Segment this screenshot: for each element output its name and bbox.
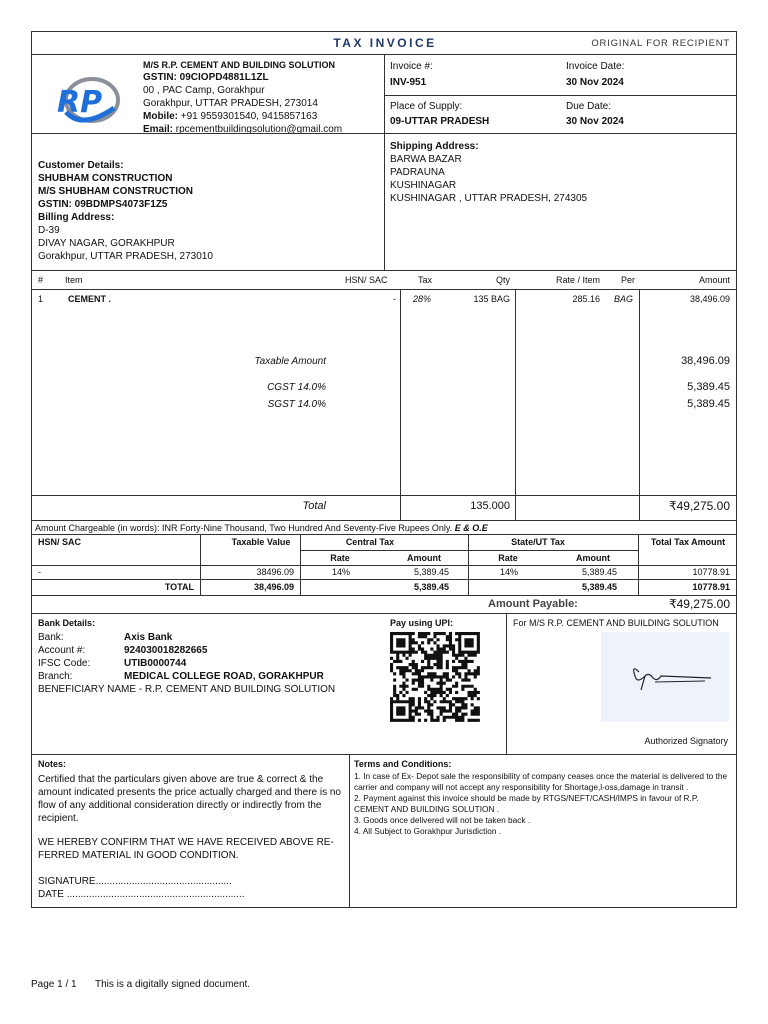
logo-text: RP	[57, 85, 103, 120]
notes-paragraph-2: WE HEREBY CONFIRM THAT WE HAVE RECEIVED ABOVE RE- FERRED MATERIAL IN GOOD CONDITION.	[38, 837, 334, 861]
shipping-line-1: BARWA BAZAR	[390, 154, 462, 165]
qr-code-icon	[390, 632, 486, 724]
item-qty: 135 BAG	[473, 294, 510, 304]
col-rate-header: Rate / Item	[555, 275, 600, 285]
notes-paragraph-1: Certified that the particulars given above are true & correct & the amount indicated presents the price actually charged and there is no flow of any additional consideration directly or indirectly from the recipient.	[38, 774, 341, 824]
billing-address-2: DIVAY NAGAR, GORAKHPUR	[38, 238, 175, 249]
terms-2: 2. Payment against this invoice should be made by RTGS/NEFT/CASH/IMPS in favour of R.P. CEMENT AND BUILDING SOLUTION .	[354, 793, 699, 814]
tax-central-amount-header: Amount	[407, 553, 441, 563]
terms-3: 3. Goods once delivered will not be taken back .	[354, 815, 531, 825]
billing-address-1: D-39	[38, 225, 60, 236]
sgst-amount: 5,389.45	[687, 398, 730, 410]
invoice-number-label: Invoice #:	[390, 61, 433, 72]
signature-for-label: For M/S R.P. CEMENT AND BUILDING SOLUTION	[513, 618, 719, 628]
terms-1: 1. In case of Ex- Depot sale the responsibility of company ceases once the material is delivered to the carrier and company will not accept any responsibility for Shortage,l-oss,damage in transit .	[354, 771, 728, 792]
digitally-signed-note: This is a digitally signed document.	[95, 979, 251, 990]
tax-total-state: 5,389.45	[581, 582, 617, 592]
col-per-header: Per	[621, 275, 636, 285]
ifsc-label: IFSC Code:	[38, 658, 91, 669]
signature-image	[601, 632, 729, 722]
total-amount: ₹49,275.00	[668, 499, 730, 513]
tax-taxable-header: Taxable Value	[231, 537, 291, 547]
place-of-supply-label: Place of Supply:	[390, 101, 463, 112]
branch-name: MEDICAL COLLEGE ROAD, GORAKHPUR	[124, 671, 324, 682]
col-hsn-header: HSN/ SAC	[345, 275, 388, 285]
bank-name-label: Bank:	[38, 632, 64, 643]
shipping-line-3: KUSHINAGAR	[390, 180, 457, 191]
tax-central-rate-header: Rate	[330, 553, 350, 563]
beneficiary-name: BENEFICIARY NAME - R.P. CEMENT AND BUILDING SOLUTION	[38, 684, 336, 695]
tax-total-amount: 10778.91	[692, 582, 730, 592]
seller-email: Email: rpcementbuildingsolution@gmail.com	[143, 124, 343, 135]
item-rate: 285.16	[572, 294, 600, 304]
sgst-label: SGST 14.0%	[267, 399, 326, 410]
amount-payable: ₹49,275.00	[668, 597, 730, 611]
shipping-details	[390, 140, 730, 205]
billing-address-3: Gorakhpur, UTTAR PRADESH, 273010	[38, 251, 213, 262]
account-label: Account #:	[38, 645, 86, 656]
taxable-amount-label: Taxable Amount	[254, 356, 326, 367]
customer-name-2: M/S SHUBHAM CONSTRUCTION	[38, 186, 193, 197]
cgst-amount: 5,389.45	[687, 381, 730, 393]
seller-name: M/S R.P. CEMENT AND BUILDING SOLUTION	[143, 60, 336, 70]
col-item-header: Item	[65, 275, 83, 285]
due-date-label: Due Date:	[566, 101, 612, 112]
cgst-label: CGST 14.0%	[267, 382, 326, 393]
invoice-title: TAX INVOICE	[333, 36, 437, 50]
col-qty-header: Qty	[495, 275, 510, 285]
bank-details	[38, 618, 398, 696]
tax-row-state-amount: 5,389.45	[581, 567, 617, 577]
col-no-header: #	[38, 275, 44, 285]
copy-label: ORIGINAL FOR RECIPIENT	[591, 38, 730, 49]
upi-qr-code	[390, 632, 486, 724]
total-label: Total	[302, 500, 326, 512]
tax-row-hsn: -	[38, 567, 41, 577]
tax-total-central: 5,389.45	[413, 582, 449, 592]
customer-gstin: GSTIN: 09BDMPS4073F1Z5	[38, 199, 168, 210]
col-tax-header: Tax	[418, 275, 433, 285]
account-number: 924030018282665	[124, 645, 208, 656]
invoice-date: 30 Nov 2024	[566, 77, 624, 88]
shipping-line-2: PADRAUNA	[390, 167, 445, 178]
tax-total-label: TOTAL	[164, 582, 194, 592]
item-amount: 38,496.09	[689, 294, 730, 304]
tax-row-taxable: 38496.09	[256, 567, 294, 577]
shipping-label: Shipping Address:	[390, 141, 479, 152]
terms-section	[354, 759, 732, 837]
tax-row-state-rate: 14%	[500, 567, 519, 577]
seller-gstin: GSTIN: 09CIOPD4881L1ZL	[143, 72, 269, 83]
tax-total-taxable: 38,496.09	[253, 582, 294, 592]
customer-details	[38, 159, 378, 263]
billing-address-label: Billing Address:	[38, 212, 115, 223]
taxable-amount: 38,496.09	[681, 355, 730, 367]
terms-label: Terms and Conditions:	[354, 759, 452, 769]
notes-signature-line: SIGNATURE.................................................	[38, 876, 232, 887]
company-logo	[52, 72, 122, 136]
tax-state-header: State/UT Tax	[511, 537, 565, 547]
tax-state-rate-header: Rate	[498, 553, 518, 563]
branch-label: Branch:	[38, 671, 73, 682]
tax-central-header: Central Tax	[345, 537, 395, 547]
tax-row-total: 10778.91	[692, 567, 730, 577]
shipping-line-4: KUSHINAGAR , UTTAR PRADESH, 274305	[390, 193, 588, 204]
item-tax: 28%	[413, 294, 432, 304]
place-of-supply: 09-UTTAR PRADESH	[390, 116, 490, 127]
invoice-number: INV-951	[390, 77, 427, 88]
seller-address-2: Gorakhpur, UTTAR PRADESH, 273014	[143, 98, 318, 109]
item-name: CEMENT .	[68, 294, 112, 304]
bank-details-label: Bank Details:	[38, 618, 96, 628]
seller-details	[143, 59, 383, 136]
bank-name: Axis Bank	[124, 632, 173, 643]
item-no: 1	[38, 294, 44, 304]
amount-payable-label: Amount Payable:	[488, 598, 578, 610]
item-hsn: -	[393, 294, 396, 304]
notes-label: Notes:	[38, 759, 67, 769]
invoice	[31, 31, 737, 908]
upi-label: Pay using UPI:	[390, 618, 454, 628]
notes-section	[38, 759, 343, 901]
tax-row-central-rate: 14%	[332, 567, 351, 577]
total-qty: 135.000	[470, 500, 510, 512]
invoice-date-label: Invoice Date:	[566, 61, 625, 72]
terms-4: 4. All Subject to Gorakhpur Jurisdiction .	[354, 826, 502, 836]
col-amount-header: Amount	[698, 275, 730, 285]
customer-name-1: SHUBHAM CONSTRUCTION	[38, 173, 173, 184]
tax-hsn-header: HSN/ SAC	[38, 537, 82, 547]
customer-label: Customer Details:	[38, 160, 124, 171]
notes-date-line: DATE ................................................................	[38, 889, 245, 900]
amount-in-words: Amount Chargeable (in words): INR Forty-Nine Thousand, Two Hundred And Seventy-Five Rupees Only. E & O.E	[35, 523, 488, 533]
ifsc-code: UTIB0000744	[124, 658, 187, 669]
due-date: 30 Nov 2024	[566, 116, 624, 127]
item-per: BAG	[614, 294, 634, 304]
authorized-signatory: Authorized Signatory	[644, 736, 728, 746]
page-number: Page 1 / 1	[31, 979, 77, 990]
seller-address-1: 00 , PAC Camp, Gorakhpur	[143, 85, 265, 96]
seller-mobile: Mobile: +91 9559301540, 9415857163	[143, 111, 318, 122]
tax-total-header: Total Tax Amount	[650, 537, 726, 547]
tax-row-central-amount: 5,389.45	[413, 567, 449, 577]
tax-state-amount-header: Amount	[576, 553, 610, 563]
